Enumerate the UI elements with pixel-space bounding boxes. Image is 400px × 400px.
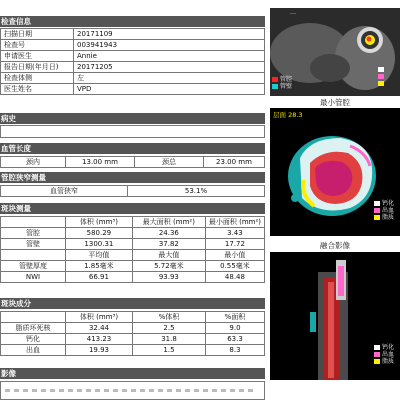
cell: 24.36 [132, 228, 205, 239]
row-label: 医生姓名 [1, 84, 74, 95]
legend-label: 出血 [382, 207, 395, 214]
cell: 1.5 [133, 345, 206, 356]
lipid-swatch [374, 359, 380, 364]
cross-section-image [270, 108, 400, 236]
length-table [0, 156, 265, 168]
components-header: 斑块成分 [0, 298, 265, 309]
hemorrhage-swatch [378, 74, 384, 79]
column-header: 平均值 [65, 250, 132, 261]
row-value: 20171205 [74, 62, 265, 73]
legend-label: 管壁 [280, 83, 293, 90]
cell: 5.72毫米 [132, 261, 205, 272]
table-row [1, 345, 265, 356]
slice-label: 层面 28.3 [273, 111, 303, 119]
legend-label: 管腔 [280, 76, 293, 83]
lumen-swatch [272, 77, 278, 82]
table-row [1, 84, 265, 95]
image-header-label: … [290, 9, 296, 16]
calcification-swatch [374, 201, 380, 206]
table-row [1, 157, 265, 168]
cell: 2.5 [133, 323, 206, 334]
plaque-header: 斑块测量 [0, 203, 265, 214]
wall-swatch [272, 84, 278, 89]
table-row [1, 40, 265, 51]
images-header: 影像 [0, 368, 265, 379]
cell: 1.85毫米 [65, 261, 132, 272]
calcification-swatch [378, 67, 384, 72]
row-label: 扫描日期 [1, 29, 74, 40]
row-value: Annie [74, 51, 265, 62]
row-label: 管腔 [1, 228, 66, 239]
row-value: 20171109 [74, 29, 265, 40]
row-value: 003941943 [74, 40, 265, 51]
cell: 31.8 [133, 334, 206, 345]
table-row [1, 186, 265, 197]
minimum-lumen-image [270, 8, 400, 96]
table-row [1, 334, 265, 345]
hemorrhage-swatch [374, 208, 380, 213]
stenosis-value: 53.1% [128, 186, 265, 197]
table-row [1, 62, 265, 73]
legend-label: 脂质 [382, 214, 395, 221]
column-header: %体积 [133, 312, 206, 323]
history-header: 病史 [0, 113, 265, 124]
fusion-caption: 融合影像 [320, 241, 350, 250]
row-value: VPD [74, 84, 265, 95]
proximal-label: 颈内 [1, 157, 66, 168]
row-label: 钙化 [1, 334, 66, 345]
column-header: 最小值 [205, 250, 264, 261]
column-header: 体积 (mm³) [65, 217, 132, 228]
stenosis-label: 血管狭窄 [1, 186, 128, 197]
row-label: 检查号 [1, 40, 74, 51]
legend-label: 钙化 [382, 200, 395, 207]
row-value: 左 [74, 73, 265, 84]
row-label: NWI [1, 272, 66, 283]
column-header: 最大面积 (mm²) [132, 217, 205, 228]
exam-info-table [0, 28, 265, 95]
column-header: 最大值 [132, 250, 205, 261]
legend-label: 出血 [382, 351, 395, 358]
component-legend [374, 200, 394, 221]
hemorrhage-swatch [374, 352, 380, 357]
table-row [1, 51, 265, 62]
proximal-value: 13.00 mm [66, 157, 135, 168]
history-content [0, 125, 265, 138]
row-label: 申请医生 [1, 51, 74, 62]
cell: 3.43 [205, 228, 264, 239]
fusion-image [270, 252, 400, 380]
lipid-swatch [374, 215, 380, 220]
components-table [0, 311, 265, 356]
row-label: 管壁 [1, 239, 66, 250]
cell: 17.72 [205, 239, 264, 250]
column-header: 体积 (mm³) [66, 312, 133, 323]
table-header-row [1, 312, 265, 323]
table-row [1, 73, 265, 84]
cell: 8.3 [206, 345, 265, 356]
stenosis-header: 管腔狭窄测量 [0, 172, 265, 183]
cell: 63.3 [206, 334, 265, 345]
min-lumen-caption: 最小管腔 [320, 98, 350, 107]
cell: 1300.31 [65, 239, 132, 250]
cell: 32.44 [66, 323, 133, 334]
cell: 413.23 [66, 334, 133, 345]
calcification-swatch [374, 345, 380, 350]
table-row [1, 261, 265, 272]
cell: 19.93 [66, 345, 133, 356]
distal-label: 颈总 [135, 157, 204, 168]
legend-label: 钙化 [382, 344, 395, 351]
cell: 37.82 [132, 239, 205, 250]
lumen-wall-legend [272, 76, 292, 90]
length-header: 血管长度 [0, 143, 265, 154]
images-strip [0, 381, 265, 400]
cell: 0.55毫米 [205, 261, 264, 272]
distal-value: 23.00 mm [204, 157, 265, 168]
row-label: 管壁厚度 [1, 261, 66, 272]
cell: 93.93 [132, 272, 205, 283]
lipid-swatch [378, 81, 384, 86]
row-label: 出血 [1, 345, 66, 356]
table-row [1, 323, 265, 334]
table-row [1, 228, 265, 239]
component-legend [378, 66, 386, 87]
cell: 580.29 [65, 228, 132, 239]
row-label: 检查体侧 [1, 73, 74, 84]
exam-info-header: 检查信息 [0, 16, 265, 27]
table-header-row [1, 250, 265, 261]
cell: 48.48 [205, 272, 264, 283]
plaque-table [0, 216, 265, 283]
cell: 9.0 [206, 323, 265, 334]
table-row [1, 272, 265, 283]
table-row [1, 29, 265, 40]
legend-label: 脂质 [382, 358, 395, 365]
component-legend [374, 344, 394, 365]
table-header-row [1, 217, 265, 228]
stenosis-table [0, 185, 265, 197]
column-header: %面积 [206, 312, 265, 323]
column-header: 最小面积 (mm²) [205, 217, 264, 228]
cell: 66.91 [65, 272, 132, 283]
row-label: 报告日期(年月日) [1, 62, 74, 73]
row-label: 脂质坏死核 [1, 323, 66, 334]
table-row [1, 239, 265, 250]
